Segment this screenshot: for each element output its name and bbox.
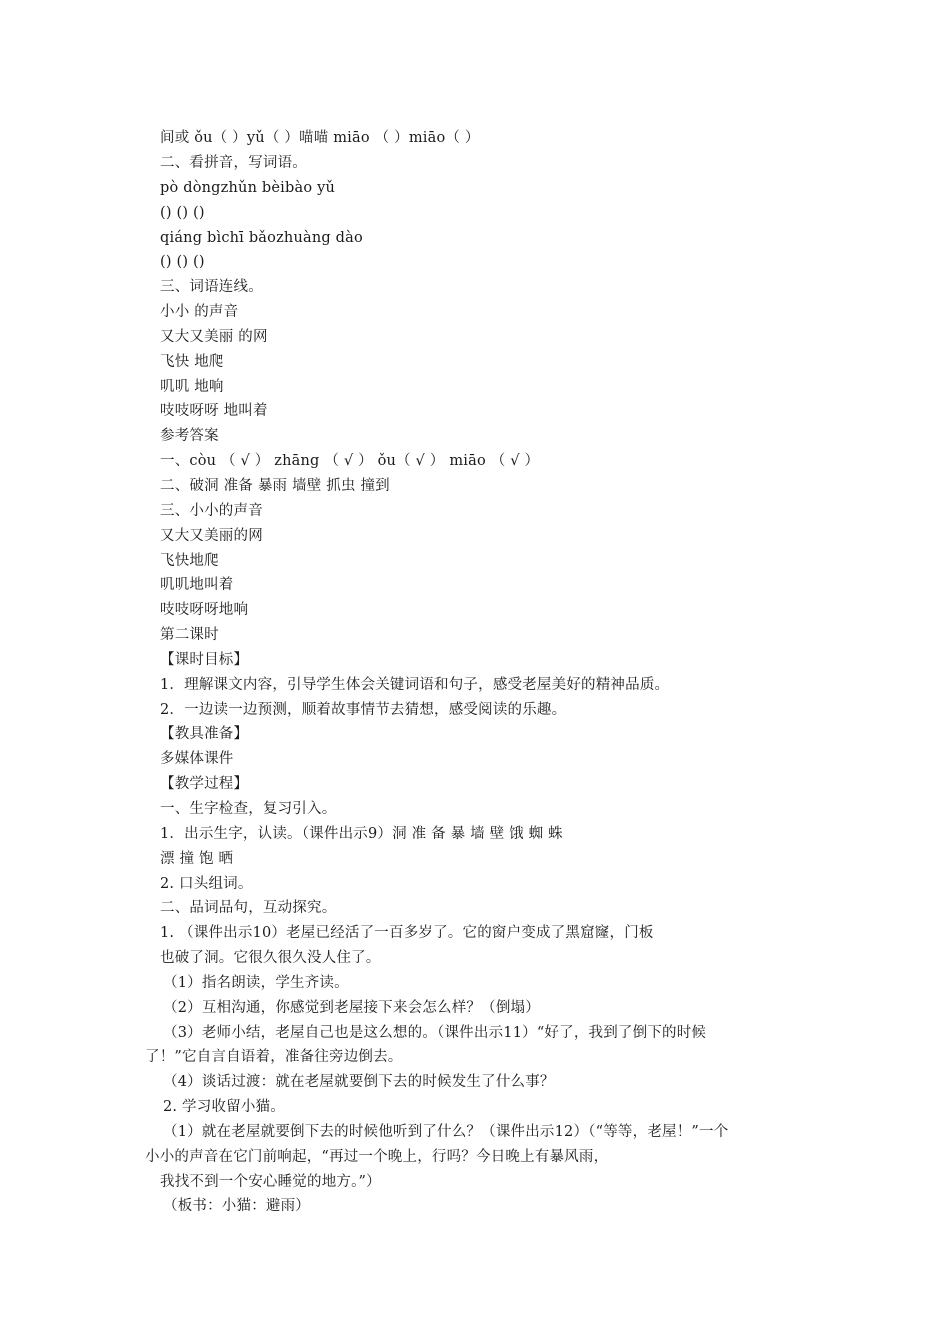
text-line: 1．出示生字，认读。（课件出示9）洞 准 备 暴 墙 壁 饿 蜘 蛛 (160, 826, 563, 842)
answer-heading: 参考答案 (160, 428, 219, 444)
text-line: 也破了洞。它很久很久没人住了。 (160, 950, 381, 966)
text-line: 又大又美丽的网 (160, 528, 263, 544)
text-line: 叽叽地叫着 (160, 577, 234, 593)
text-line: （1）就在老屋就要倒下去的时候他听到了什么？（课件出示12）（“等等，老屋！”一个 (163, 1124, 729, 1140)
section-heading: 【课时目标】 (160, 652, 249, 668)
text-line: () () () (160, 254, 205, 270)
text-line: () () () (160, 205, 205, 221)
text-line: 1．理解课文内容，引导学生体会关键词语和句子，感受老屋美好的精神品质。 (160, 677, 670, 693)
text-line: 一、còu （ √ ） zhāng （ √ ） ǒu（ √ ） miāo （ √ ） (160, 453, 540, 469)
text-line: 三、小小的声音 (160, 503, 263, 519)
section-heading: 【教具准备】 (160, 726, 249, 742)
text-line: 一、生字检查，复习引入。 (160, 801, 337, 817)
text-line: 小小的声音在它门前响起，“再过一个晚上，行吗？今日晚上有暴风雨， (145, 1149, 609, 1165)
text-line: 漂 撞 饱 晒 (160, 851, 234, 867)
text-line: 吱吱呀呀 地叫着 (160, 403, 268, 419)
text-line: 多媒体课件 (160, 751, 234, 767)
text-line: （3）老师小结，老屋自己也是这么想的。（课件出示11）“好了，我到了倒下的时候 (163, 1025, 707, 1041)
text-line: 1. （课件出示10）老屋已经活了一百多岁了。它的窗户变成了黑窟窿，门板 (160, 925, 654, 941)
section-heading: 【教学过程】 (160, 776, 249, 792)
lesson-heading: 第二课时 (160, 627, 219, 643)
text-line: （板书：小猫：避雨） (163, 1198, 310, 1214)
text-line: 叽叽 地响 (160, 379, 224, 395)
text-line: 2．一边读一边预测，顺着故事情节去猜想，感受阅读的乐趣。 (160, 702, 567, 718)
text-line: 飞快 地爬 (160, 354, 224, 370)
text-line: 二、看拼音，写词语。 (160, 155, 307, 171)
text-line: qiáng bìchī bǎozhuàng dào (160, 230, 363, 246)
text-line: 小小 的声音 (160, 304, 239, 320)
text-line: （4）谈话过渡：就在老屋就要倒下去的时候发生了什么事？ (163, 1074, 555, 1090)
text-line: pò dòngzhǔn bèibào yǔ (160, 180, 336, 196)
text-line: （1）指名朗读，学生齐读。 (163, 975, 349, 991)
text-line: 2. 学习收留小猫。 (163, 1099, 285, 1115)
section-heading: 三、词语连线。 (160, 279, 263, 295)
text-line: 吱吱呀呀地响 (160, 602, 249, 618)
text-line: 二、破洞 准备 暴雨 墙壁 抓虫 撞到 (160, 478, 390, 494)
text-line: （2）互相沟通，你感觉到老屋接下来会怎么样？（倒塌） (163, 1000, 540, 1016)
text-line: 2. 口头组词。 (160, 876, 253, 892)
text-line: 飞快地爬 (160, 553, 219, 569)
text-line: 二、品词品句，互动探究。 (160, 900, 337, 916)
text-line: 了！”它自言自语着，准备往旁边倒去。 (145, 1049, 403, 1065)
text-line: 我找不到一个安心睡觉的地方。”） (160, 1174, 381, 1190)
text-line: 又大又美丽 的网 (160, 329, 268, 345)
text-line: 间或 ǒu（ ）yǔ（ ）喵喵 miāo （ ）miāo（ ） (160, 130, 480, 146)
